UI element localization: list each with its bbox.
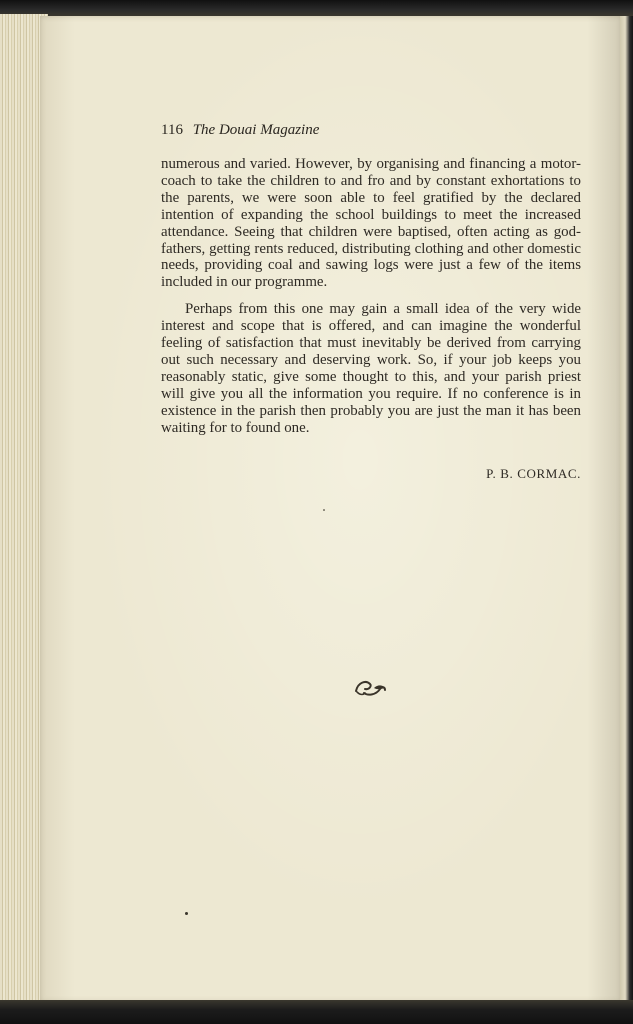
book-right-edge xyxy=(620,16,633,1002)
paragraph-2: Perhaps from this one may gain a small idea of the very wide interest and scope that is offered, and can imagine the wonderful feeling of satisfaction that must inevitably be derived from carrying out such necessary and deserving work. So, if your job keeps you reasonably static, give some thought to this, and your parish priest will give you all the information you require. If no conference is in existence in the parish then probably you are just the man it has been waiting for to found one. xyxy=(161,301,581,436)
fleuron-icon xyxy=(352,676,388,698)
page-number: 116 xyxy=(161,122,183,138)
running-header xyxy=(161,122,319,139)
author-signature: P. B. CORMAC. xyxy=(486,466,581,481)
paper-speck xyxy=(323,509,325,511)
paragraph-1: numerous and varied. However, by organising and financing a motor-coach to take the children to and fro and by constant exhortations to the parents, we were soon able to feel gratified by the declared intention of expanding the school buildings to meet the increased attendance. Seeing that children were baptised, often acting as god-fathers, getting rents reduced, distributing clothing and other domestic needs, providing coal and sawing logs were just a few of the items included in our programme. xyxy=(161,156,581,291)
article-body xyxy=(161,156,581,437)
book-top-edge xyxy=(0,0,633,16)
paper-speck xyxy=(185,912,188,915)
publication-title: The Douai Magazine xyxy=(192,122,320,138)
book-bottom-edge xyxy=(0,1000,633,1024)
